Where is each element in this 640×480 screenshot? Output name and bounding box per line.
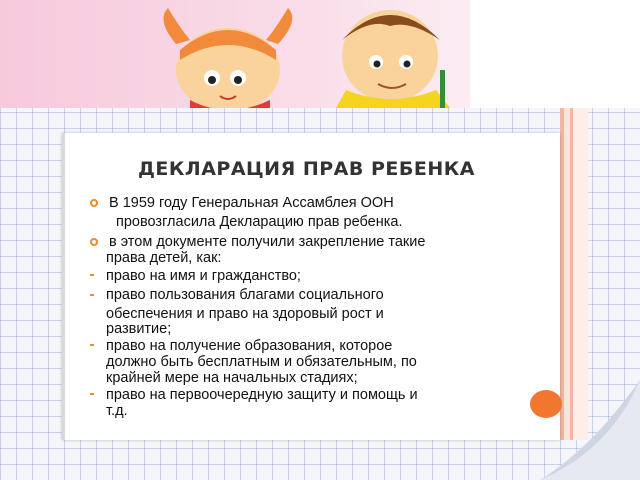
text-line: обеспечения и право на здоровый рост и (106, 306, 384, 322)
text-line: провозгласила Декларацию прав ребенка. (116, 214, 403, 230)
banner-white-area (470, 0, 640, 108)
text-line: право на первоочередную защиту и помощь и (106, 387, 418, 403)
page-title: ДЕКЛАРАЦИЯ ПРАВ РЕБЕНКА (138, 158, 475, 180)
orange-circle-bullet (90, 199, 98, 207)
text-line: право пользования благами социального (106, 287, 384, 303)
text-line: права детей, как: (106, 250, 222, 266)
top-banner (0, 0, 640, 108)
orange-circle-bullet (90, 238, 98, 246)
text-line: в этом документе получили закрепление такие (109, 234, 426, 250)
text-line: должно быть бесплатным и обязательным, по (106, 354, 417, 370)
orange-dash-bullet (90, 393, 94, 395)
text-line: развитие; (106, 321, 172, 337)
kids-illustration (150, 0, 490, 108)
text-line: право на получение образования, которое (106, 338, 393, 354)
orange-dash-bullet (90, 344, 94, 346)
text-line: т.д. (106, 403, 128, 419)
text-line: крайней мере на начальных стадиях; (106, 370, 358, 386)
orange-dash-bullet (90, 294, 94, 296)
text-line: В 1959 году Генеральная Ассамблея ООН (109, 195, 394, 211)
card-edge (62, 133, 65, 440)
orange-dot (530, 390, 562, 418)
text-line: право на имя и гражданство; (106, 268, 301, 284)
orange-dash-bullet (90, 274, 94, 276)
